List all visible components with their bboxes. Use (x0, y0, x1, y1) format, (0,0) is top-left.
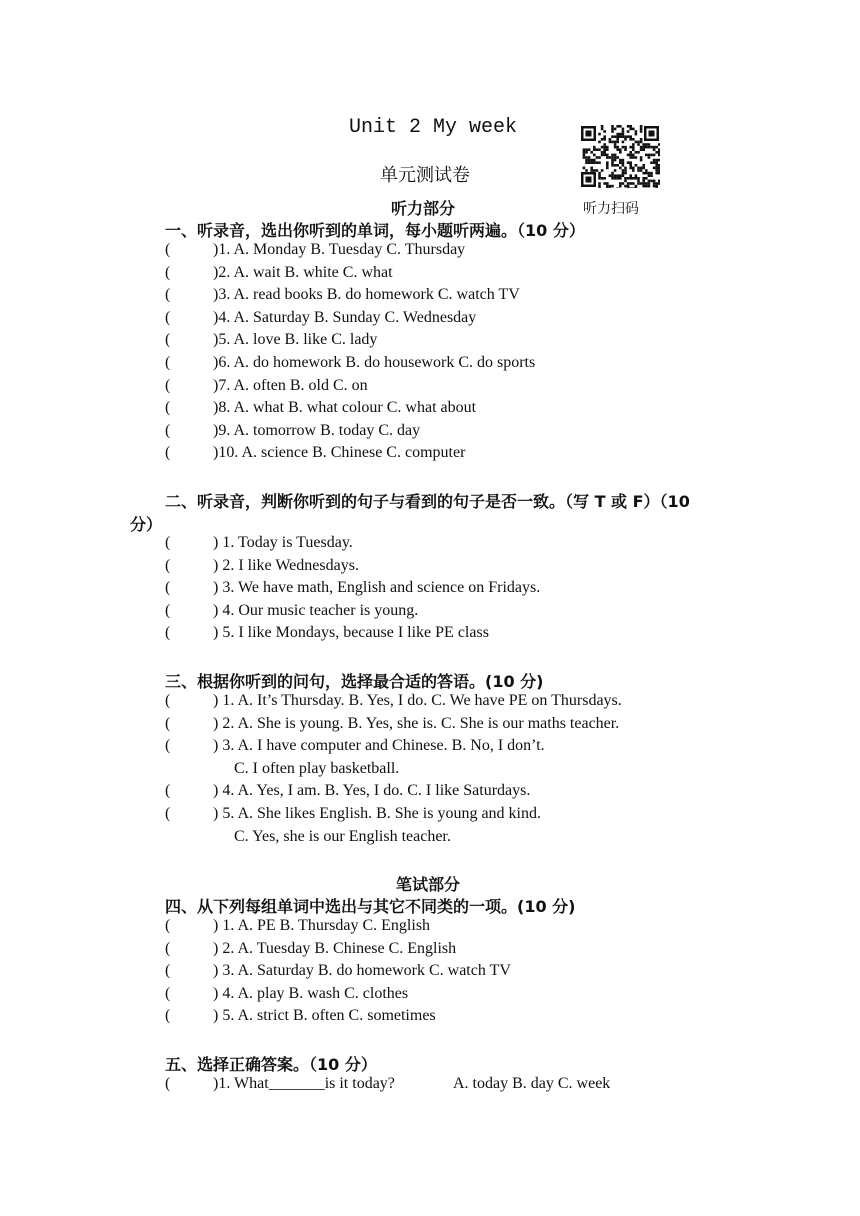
section-5-item-1-question: )1. What_______is it today? (213, 1075, 395, 1092)
question-item: ) 3. A. I have computer and Chinese. B. No, I don’t. (213, 737, 545, 755)
question-item: )7. A. often B. old C. on (213, 376, 368, 394)
question-item: ) 3. We have math, English and science on Fridays. (213, 579, 541, 597)
question-item: ) 1. A. It’s Thursday. B. Yes, I do. C. We have PE on Thursdays. (213, 692, 622, 709)
answer-blank-paren[interactable]: ( (165, 692, 171, 709)
section-2-heading-cont: 分） (130, 515, 163, 534)
question-item: ) 2. I like Wednesdays. (213, 556, 359, 574)
answer-blank-paren[interactable]: ( (165, 444, 171, 462)
question-item: ) 2. A. She is young. B. Yes, she is. C. She is our maths teacher. (213, 714, 620, 732)
answer-blank-paren[interactable]: ( (165, 1007, 171, 1025)
page-subtitle: 单元测试卷 (380, 165, 470, 186)
answer-blank-paren[interactable]: ( (165, 286, 171, 304)
question-item: ) 2. A. Tuesday B. Chinese C. English (213, 939, 457, 957)
answer-blank-paren[interactable]: ( (165, 984, 171, 1002)
answer-blank-paren[interactable]: ( (165, 399, 171, 417)
answer-blank-paren[interactable]: ( (165, 331, 171, 349)
answer-blank-paren[interactable]: ( (165, 917, 171, 934)
question-item: )9. A. tomorrow B. today C. day (213, 421, 421, 439)
question-item: ) 1. A. PE B. Thursday C. English (213, 917, 431, 934)
question-item: ) 1. Today is Tuesday. (213, 534, 353, 551)
section-5-item-1-options: A. today B. day C. week (453, 1075, 611, 1092)
question-item: )8. A. what B. what colour C. what about (213, 399, 477, 417)
listening-part-heading: 听力部分 (391, 199, 456, 218)
question-item: ) 3. A. Saturday B. do homework C. watch TV (213, 962, 511, 980)
answer-blank-paren[interactable]: ( (165, 241, 171, 258)
answer-blank-paren[interactable]: ( (165, 962, 171, 980)
answer-blank-paren[interactable]: ( (165, 376, 171, 394)
answer-blank-paren[interactable]: ( (165, 556, 171, 574)
question-item: )4. A. Saturday B. Sunday C. Wednesday (213, 308, 477, 326)
answer-blank-paren[interactable]: ( (165, 805, 171, 822)
answer-blank-paren[interactable]: ( (165, 421, 171, 439)
qr-code-icon (580, 125, 660, 188)
answer-blank-paren[interactable]: ( (165, 939, 171, 957)
qr-label: 听力扫码 (583, 201, 639, 217)
answer-blank-paren[interactable]: ( (165, 534, 171, 551)
answer-blank-paren[interactable]: ( (165, 579, 171, 597)
section-4-heading: 四、从下列每组单词中选出与其它不同类的一项。(10 分) (165, 897, 576, 916)
question-item: )10. A. science B. Chinese C. computer (213, 444, 466, 462)
question-item: ) 4. A. Yes, I am. B. Yes, I do. C. I like Saturdays. (213, 782, 531, 800)
answer-blank-paren[interactable]: ( (165, 737, 171, 755)
question-item: ) 4. A. play B. wash C. clothes (213, 984, 409, 1002)
question-item: )6. A. do homework B. do housework C. do sports (213, 354, 536, 371)
question-item: ) 5. A. strict B. often C. sometimes (213, 1007, 436, 1025)
question-item: ) 5. I like Mondays, because I like PE class (213, 624, 489, 642)
answer-blank-paren[interactable]: ( (165, 624, 171, 642)
answer-blank-paren[interactable]: ( (165, 1075, 171, 1092)
section-3-heading: 三、根据你听到的问句，选择最合适的答语。(10 分) (165, 672, 544, 691)
answer-blank-paren[interactable]: ( (165, 354, 171, 371)
section-2-heading: 二、听录音，判断你听到的句子与看到的句子是否一致。（写 T 或 F）（10 (165, 492, 690, 511)
section-5-heading: 五、选择正确答案。（10 分） (165, 1055, 377, 1074)
answer-blank-paren[interactable]: ( (165, 714, 171, 732)
question-item: C. Yes, she is our English teacher. (234, 827, 451, 845)
answer-blank-paren[interactable]: ( (165, 601, 171, 619)
question-item: ) 5. A. She likes English. B. She is young and kind. (213, 805, 541, 822)
answer-blank-paren[interactable]: ( (165, 263, 171, 281)
question-item: )5. A. love B. like C. lady (213, 331, 378, 349)
writing-part-heading: 笔试部分 (396, 875, 461, 894)
question-item: C. I often play basketball. (234, 759, 400, 777)
section-5-item-1 (165, 1075, 170, 1093)
answer-blank-paren[interactable]: ( (165, 782, 171, 800)
question-item: )2. A. wait B. white C. what (213, 263, 393, 281)
page-title: Unit 2 My week (349, 116, 518, 139)
question-item: )3. A. read books B. do homework C. watch TV (213, 286, 520, 304)
answer-blank-paren[interactable]: ( (165, 308, 171, 326)
section-1-heading: 一、听录音，选出你听到的单词，每小题听两遍。（10 分） (165, 221, 585, 240)
question-item: ) 4. Our music teacher is young. (213, 601, 419, 619)
question-item: )1. A. Monday B. Tuesday C. Thursday (213, 241, 466, 258)
